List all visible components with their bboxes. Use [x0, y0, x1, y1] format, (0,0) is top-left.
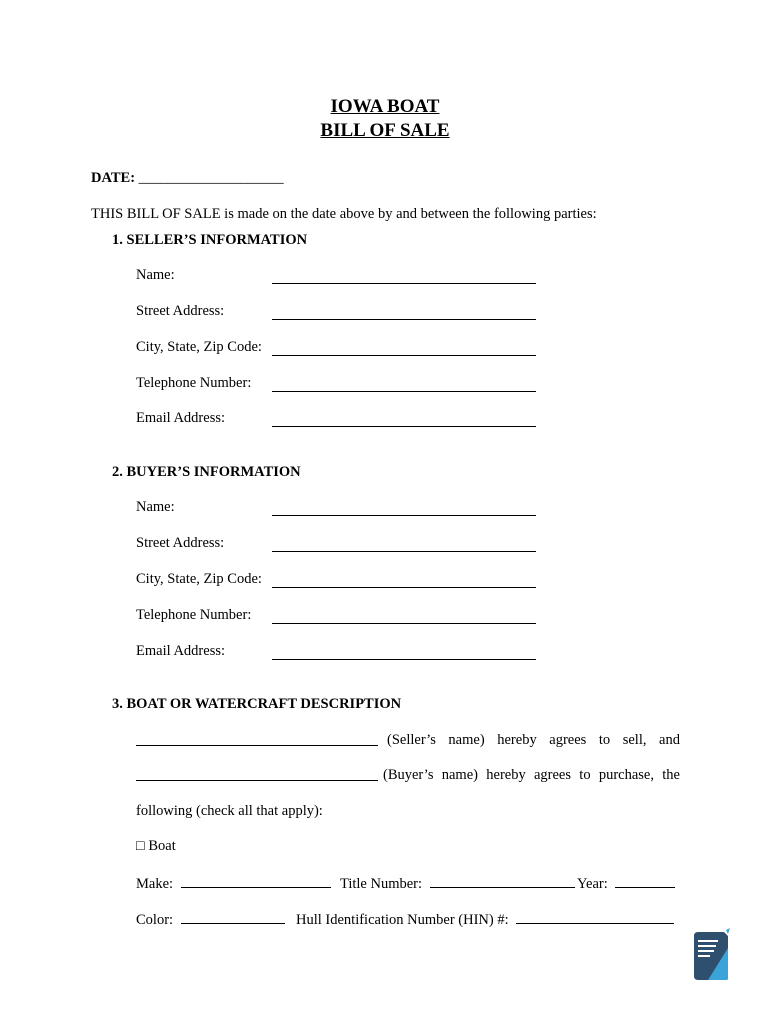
buyer-agreement-row: [136, 767, 680, 786]
buyer-street-label: Street Address:: [136, 535, 225, 551]
document-title-line2: BILL OF SALE: [320, 120, 450, 141]
buyer-phone-label: Telephone Number:: [136, 607, 252, 623]
buyer-name-field[interactable]: [272, 515, 536, 516]
hin-row: [296, 910, 674, 929]
seller-city-field[interactable]: [272, 355, 536, 356]
buyer-email-label: Email Address:: [136, 643, 226, 659]
seller-email-field[interactable]: [272, 426, 536, 427]
seller-street-label: Street Address:: [136, 303, 225, 319]
color-field[interactable]: [181, 910, 285, 924]
make-field[interactable]: [181, 874, 331, 888]
document-logo-icon: [692, 928, 732, 982]
seller-city-label: City, State, Zip Code:: [136, 339, 262, 355]
title-number-label: Title Number:: [340, 876, 423, 892]
buyer-name-blank[interactable]: [136, 767, 378, 781]
seller-name-blank[interactable]: [136, 732, 378, 746]
boat-heading: 3. BOAT OR WATERCRAFT DESCRIPTION: [112, 696, 402, 712]
hin-field[interactable]: [516, 910, 674, 924]
buyer-street-field[interactable]: [272, 551, 536, 552]
seller-agreement-text: (Seller’s name) hereby agrees to sell, and: [387, 732, 680, 748]
buyer-email-field[interactable]: [272, 659, 536, 660]
buyer-city-field[interactable]: [272, 587, 536, 588]
buyer-agreement-text: (Buyer’s name) hereby agrees to purchase, the: [383, 767, 680, 783]
year-label: Year:: [577, 876, 608, 892]
date-row: [91, 170, 284, 187]
date-label: DATE:: [91, 170, 136, 186]
seller-email-label: Email Address:: [136, 410, 226, 426]
seller-phone-label: Telephone Number:: [136, 375, 252, 391]
buyer-phone-field[interactable]: [272, 623, 536, 624]
boat-checkbox[interactable]: □ Boat: [136, 838, 176, 854]
make-row: [136, 874, 331, 893]
date-blank[interactable]: ____________________: [138, 170, 284, 186]
seller-street-field[interactable]: [272, 319, 536, 320]
color-label: Color:: [136, 912, 174, 928]
intro-text: THIS BILL OF SALE is made on the date above by and between the following parties:: [91, 206, 597, 222]
title-number-field[interactable]: [430, 874, 575, 888]
seller-name-label: Name:: [136, 267, 175, 283]
seller-name-field[interactable]: [272, 283, 536, 284]
year-row: [577, 874, 675, 893]
buyer-name-label: Name:: [136, 499, 175, 515]
seller-heading: 1. SELLER’S INFORMATION: [112, 232, 308, 248]
color-row: [136, 910, 285, 929]
buyer-city-label: City, State, Zip Code:: [136, 571, 262, 587]
seller-phone-field[interactable]: [272, 391, 536, 392]
title-number-row: [340, 874, 575, 893]
year-field[interactable]: [615, 874, 675, 888]
seller-agreement-row: [136, 732, 680, 751]
following-text: following (check all that apply):: [136, 803, 323, 819]
buyer-heading: 2. BUYER’S INFORMATION: [112, 464, 301, 480]
document-title-line1: IOWA BOAT: [330, 96, 440, 117]
hin-label: Hull Identification Number (HIN) #:: [296, 912, 509, 928]
make-label: Make:: [136, 876, 174, 892]
